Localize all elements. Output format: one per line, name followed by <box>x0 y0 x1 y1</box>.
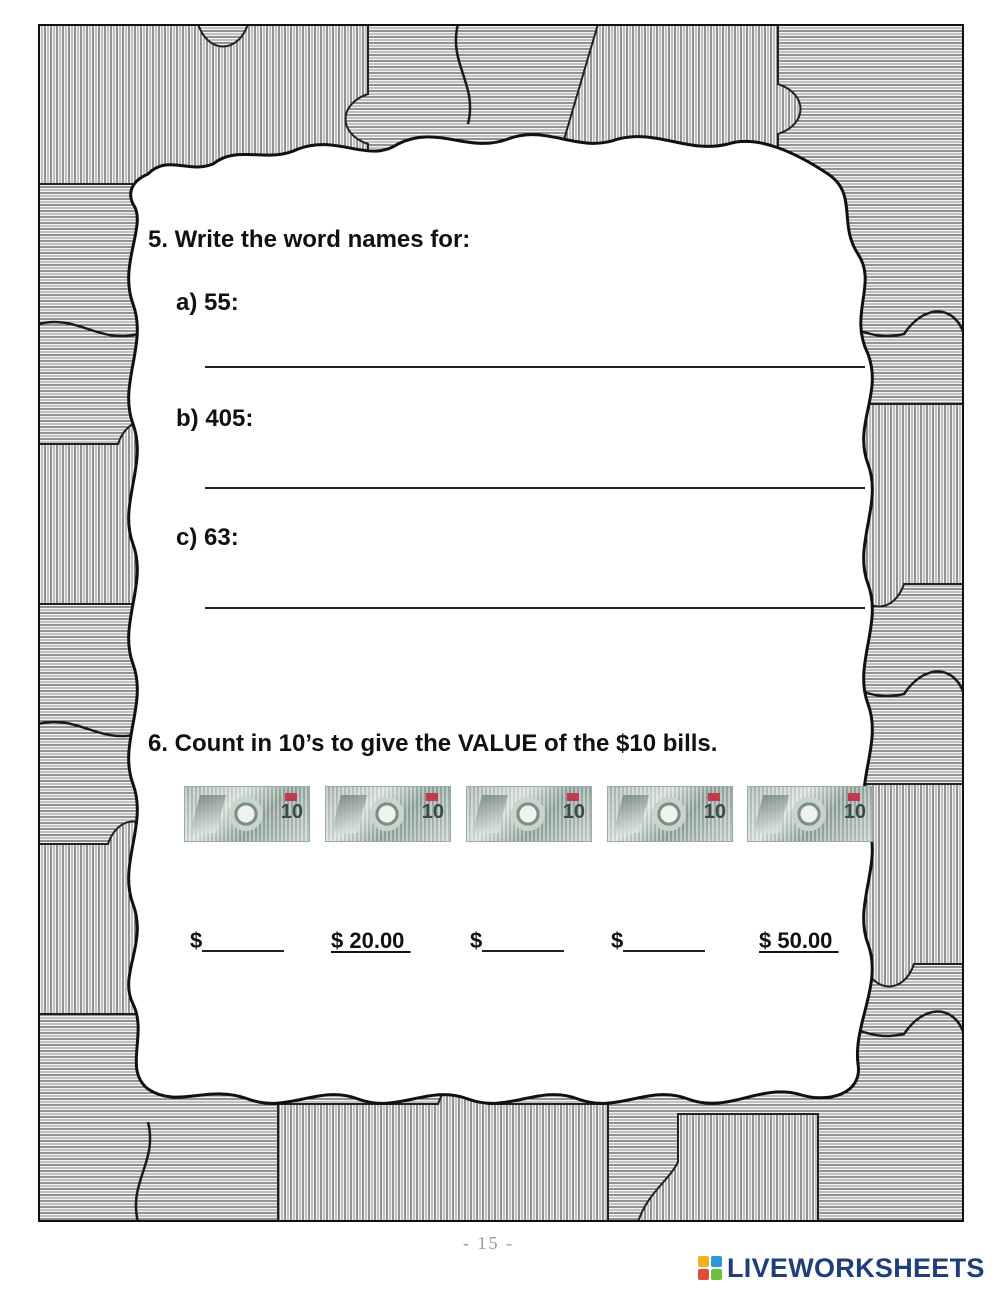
answer-line-5c[interactable] <box>205 607 865 609</box>
value-blank-1[interactable] <box>202 928 284 952</box>
value-text-2: 20.00 <box>343 928 411 953</box>
bill-denomination: 10 <box>562 801 585 823</box>
bill-mark <box>567 793 579 801</box>
dollar-sign: $ <box>759 928 772 953</box>
coat-of-arms-icon <box>792 797 826 831</box>
bill-decoration <box>753 795 789 833</box>
value-blank-4[interactable] <box>623 928 705 952</box>
dollar-sign: $ <box>611 928 624 953</box>
bill-denomination: 10 <box>280 801 303 823</box>
question-6-title: 6. Count in 10’s to give the VALUE of the $10 bills. <box>148 730 718 757</box>
ten-dollar-bill-2 <box>325 786 451 842</box>
brand-name: LIVEWORKSHEETS <box>727 1252 985 1283</box>
bill-denomination: 10 <box>703 801 726 823</box>
bill-decoration <box>613 795 649 833</box>
coat-of-arms-icon <box>229 797 263 831</box>
bill-decoration <box>331 795 367 833</box>
bill-denomination: 10 <box>843 801 866 823</box>
bill-mark <box>285 793 297 801</box>
dollar-sign: $ <box>331 928 344 953</box>
coat-of-arms-icon <box>652 797 686 831</box>
bill-mark <box>426 793 438 801</box>
value-answer-3[interactable] <box>470 928 564 954</box>
answer-line-5b[interactable] <box>205 487 865 489</box>
bill-mark <box>708 793 720 801</box>
answer-line-5a[interactable] <box>205 366 865 368</box>
coat-of-arms-icon <box>370 797 404 831</box>
value-answer-1[interactable] <box>190 928 284 954</box>
value-given-2 <box>331 928 411 954</box>
page-number: - 15 - <box>463 1233 514 1253</box>
dollar-sign: $ <box>470 928 483 953</box>
value-blank-3[interactable] <box>482 928 564 952</box>
bill-decoration <box>472 795 508 833</box>
coat-of-arms-icon <box>511 797 545 831</box>
dollar-sign: $ <box>190 928 203 953</box>
liveworksheets-logo-icon <box>698 1256 722 1280</box>
question-5-title: 5. Write the word names for: <box>148 226 471 253</box>
question-5c-label: c) 63: <box>176 524 239 551</box>
question-5b-label: b) 405: <box>176 405 254 432</box>
logo-square <box>711 1269 722 1280</box>
ten-dollar-bill-1 <box>184 786 310 842</box>
ten-dollar-bill-3 <box>466 786 592 842</box>
logo-square <box>698 1269 709 1280</box>
question-5a-label: a) 55: <box>176 289 239 316</box>
ten-dollar-bill-4 <box>607 786 733 842</box>
bill-mark <box>848 793 860 801</box>
bill-denomination: 10 <box>421 801 444 823</box>
bill-decoration <box>190 795 226 833</box>
value-text-5: 50.00 <box>771 928 839 953</box>
value-given-5 <box>759 928 839 954</box>
logo-square <box>711 1256 722 1267</box>
ten-dollar-bill-5 <box>747 786 873 842</box>
liveworksheets-brand <box>698 1253 985 1283</box>
puzzle-frame-border <box>38 24 964 1222</box>
value-answer-4[interactable] <box>611 928 705 954</box>
logo-square <box>698 1256 709 1267</box>
